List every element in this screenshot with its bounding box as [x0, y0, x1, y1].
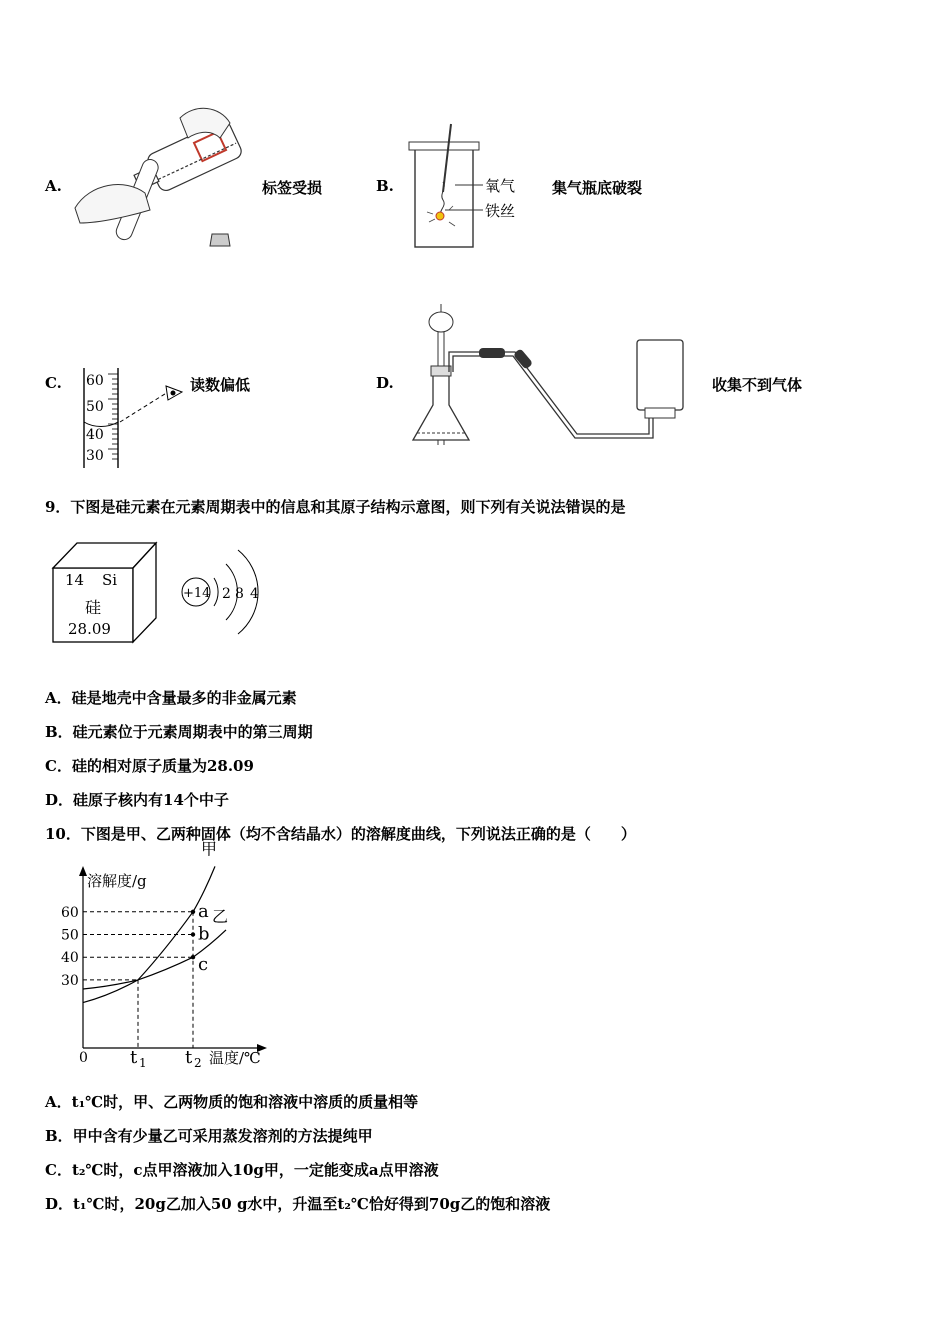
tick-60: 60 — [86, 373, 104, 389]
point-a — [191, 910, 195, 914]
q9-option-b: B．硅元素位于元素周期表中的第三周期 — [45, 723, 313, 741]
graduated-cylinder-illustration — [78, 364, 188, 472]
x-tick-sub-t2: 2 — [194, 1056, 202, 1070]
x-tick-sub-t1: 1 — [139, 1056, 147, 1070]
nucleus-charge: +14 — [183, 586, 211, 601]
y-axis-label: 溶解度/g — [87, 872, 147, 890]
option-letter-d: D. — [376, 374, 394, 392]
option-letter-a: A. — [45, 177, 62, 195]
element-symbol: Si — [102, 571, 118, 589]
q9-option-d: D．硅原子核内有14个中子 — [45, 791, 229, 809]
element-name: 硅 — [85, 598, 102, 617]
solubility-chart — [55, 839, 285, 1074]
origin-label: 0 — [79, 1050, 88, 1066]
y-tick-label: 40 — [61, 950, 79, 967]
x-tick-label-t2: t — [185, 1047, 193, 1068]
x-tick-label-t1: t — [130, 1047, 138, 1068]
atomic-number: 14 — [65, 571, 85, 589]
point-b — [191, 932, 195, 936]
q10-option-d: D．t₁℃时，20g乙加入50 g水中，升温至t₂℃恰好得到70g乙的饱和溶液 — [45, 1195, 551, 1213]
y-tick-label: 60 — [61, 904, 79, 921]
tick-50: 50 — [86, 399, 104, 415]
point-label-a: a — [198, 900, 209, 922]
silicon-element-diagram — [50, 540, 270, 646]
shell-1-electrons: 2 — [222, 586, 231, 602]
tick-30: 30 — [86, 448, 104, 464]
atomic-mass: 28.09 — [68, 620, 111, 638]
y-tick-label: 50 — [61, 927, 79, 944]
gas-jar-illustration — [405, 122, 535, 252]
q10-option-a: A．t₁℃时，甲、乙两物质的饱和溶液中溶质的质量相等 — [45, 1093, 419, 1111]
point-label-c: c — [198, 954, 209, 976]
option-letter-b: B. — [376, 177, 394, 195]
series-label-jia: 甲 — [201, 839, 218, 859]
y-axis-arrow — [79, 866, 87, 876]
x-axis-label: 温度/℃ — [209, 1049, 261, 1067]
question-10-stem: 10．下图是甲、乙两种固体（均不含结晶水）的溶解度曲线，下列说法正确的是（ ） — [45, 825, 636, 843]
point-c — [191, 955, 195, 959]
label-iron-wire: 铁丝 — [485, 202, 516, 220]
series-label-yi: 乙 — [212, 906, 229, 926]
q10-option-c: C．t₂℃时，c点甲溶液加入10g甲，一定能变成a点甲溶液 — [45, 1161, 439, 1179]
tick-40: 40 — [86, 427, 104, 443]
shell-2-electrons: 8 — [235, 586, 244, 602]
caption-b: 集气瓶底破裂 — [552, 179, 643, 197]
gas-generator-illustration — [405, 300, 695, 455]
question-9-stem: 9．下图是硅元素在元素周期表中的信息和其原子结构示意图，则下列有关说法错误的是 — [45, 498, 626, 516]
point-label-b: b — [198, 923, 210, 945]
label-oxygen: 氧气 — [485, 177, 516, 195]
y-tick-label: 30 — [61, 972, 79, 989]
option-letter-c: C. — [45, 374, 62, 392]
q9-option-c: C．硅的相对原子质量为28.09 — [45, 757, 254, 775]
caption-d: 收集不到气体 — [712, 376, 803, 394]
caption-c: 读数偏低 — [190, 376, 251, 394]
q9-option-a: A．硅是地壳中含量最多的非金属元素 — [45, 689, 297, 707]
pouring-liquid-illustration — [70, 98, 250, 253]
caption-a: 标签受损 — [262, 179, 323, 197]
q10-option-b: B．甲中含有少量乙可采用蒸发溶剂的方法提纯甲 — [45, 1127, 373, 1145]
shell-3-electrons: 4 — [250, 586, 259, 602]
